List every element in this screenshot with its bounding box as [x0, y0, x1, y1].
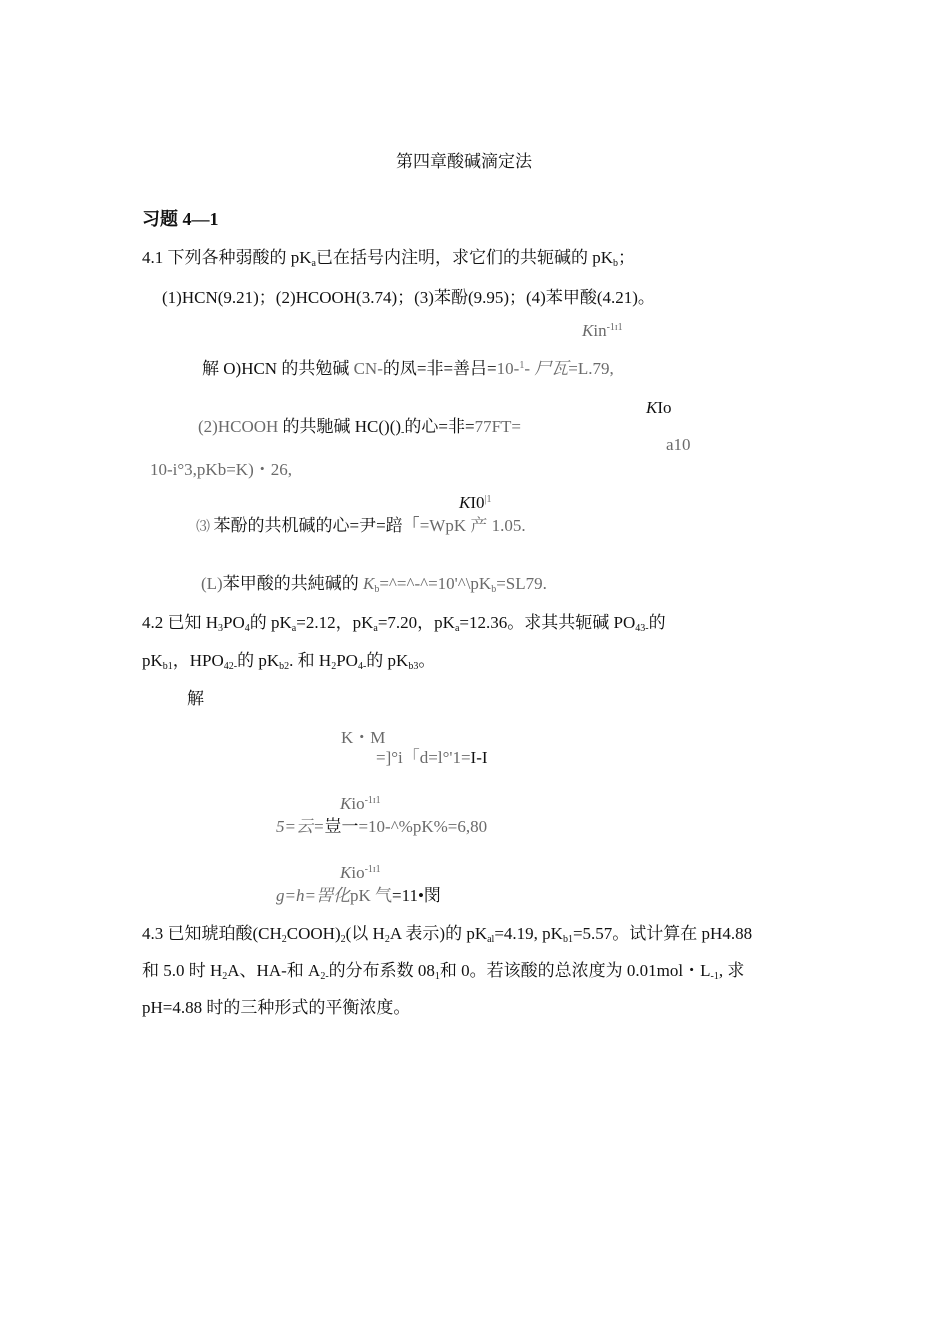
page-title: 第四章酸碱滴定法 — [396, 152, 532, 172]
sol42-k5-rest: io — [351, 863, 365, 882]
sol42-k5-sup: -1ɪ1 — [364, 864, 381, 875]
q41-suffix: ； — [618, 248, 636, 267]
q42-l2-d: . 和 H — [289, 651, 332, 670]
sol41-k-io — [646, 399, 672, 416]
section-heading: 习题 4—1 — [142, 209, 219, 229]
sol41-l1-gray2: 10- — [496, 359, 520, 378]
sol41-k3-main: K — [459, 493, 471, 512]
sol42-k4-rest: io — [351, 794, 365, 813]
q43-l2-b: A、HA-和 A — [227, 961, 321, 980]
q42-l2-b: ，HPO — [172, 651, 224, 670]
sol41-l4-black: 苯酚的共机碱的心=尹=踣「 — [213, 516, 420, 535]
sol41-k-in — [582, 322, 623, 339]
sol41-l2-black: 的共馳碱 HC()() — [282, 417, 402, 436]
q43-l1-a: 4.3 已知琥珀酸(CH — [142, 924, 282, 943]
q42-l2-s6: b3 — [408, 661, 419, 672]
q43-l2-c: 的分布系数 08 — [328, 961, 435, 980]
q43-l2-d: 和 0。若该酸的总浓度为 0.01mol・L — [439, 961, 711, 980]
q42-l1-f: =12.36。求其共轭碱 PO — [459, 613, 636, 632]
sol42-eq-3 — [276, 887, 441, 904]
q41-prefix: 4.1 下列各种弱酸的 pK — [142, 248, 312, 267]
sol41-l4-circ: ⑶ — [196, 520, 214, 535]
question-4-3-line-2 — [142, 961, 745, 982]
q43-l1-s1: 2 — [281, 934, 287, 945]
q42-l2-s2: 42- — [223, 661, 238, 672]
q43-l2-e: , 求 — [718, 961, 745, 980]
q42-l2-e: PO — [336, 651, 358, 670]
sol41-k-i0 — [459, 494, 492, 511]
q42-l2-s1: b1 — [162, 661, 173, 672]
sol41-k1-sup: -1ɪ1 — [606, 322, 623, 333]
q43-l1-s2: 2 — [340, 934, 346, 945]
question-4-3-line-3: pH=4.88 时的三种形式的平衡浓度。 — [142, 998, 411, 1017]
q42-l1-s4: a — [373, 623, 378, 634]
sol41-k3-rest: I0 — [470, 493, 485, 512]
question-4-1-line-1 — [142, 248, 636, 269]
q42-l1-a: 4.2 已知 H — [142, 613, 219, 632]
q42-l2-a: pK — [142, 651, 163, 670]
sol41-l2-gray2: 77FT= — [474, 417, 522, 436]
q42-l2-s5: 4- — [357, 661, 367, 672]
sol41-l1-gray1: CN- — [353, 359, 383, 378]
sol42-eq3-ital: g=h=罟化 — [276, 886, 350, 905]
sol41-l4-gray: =WpK 产 1.05. — [419, 516, 526, 535]
q42-l1-s5: a — [454, 623, 460, 634]
q43-l1-e: =4.19, pK — [494, 924, 563, 943]
q43-l2-s4: -1 — [710, 971, 719, 982]
q43-l1-s3: 2 — [384, 934, 390, 945]
sol41-line-5 — [201, 574, 547, 595]
sol42-eq-2 — [276, 818, 487, 835]
sol42-k4-main: K — [340, 794, 352, 813]
sol42-eq2-black: 豈一 — [324, 817, 359, 836]
sol41-k1-main: K — [582, 321, 594, 340]
q42-l1-e: =7.20，pK — [377, 613, 455, 632]
sol41-l1-black: 解 O)HCN 的共勉碱 — [202, 359, 354, 378]
sol42-k5-main: K — [340, 863, 352, 882]
sol41-line-4 — [196, 517, 526, 535]
sol41-l5-black: 苯甲酸的共純碱的 — [222, 574, 363, 593]
sol42-k-io-1 — [340, 795, 381, 812]
q43-l1-b: COOH) — [286, 924, 341, 943]
q43-l1-s5: b1 — [562, 934, 573, 945]
question-4-2-line-1 — [142, 613, 666, 634]
sol41-l2-gray1: (2)HCOOH — [198, 417, 283, 436]
sol42-eq1-black: I-I — [470, 748, 488, 767]
sol41-l5-ital: K — [362, 574, 375, 593]
q42-l2-f: 的 pK — [366, 651, 409, 670]
sol41-l5-sub: b — [374, 584, 380, 595]
q42-l1-s3: a — [291, 623, 297, 634]
q42-l1-b: PO — [223, 613, 245, 632]
question-4-2-line-2 — [142, 651, 436, 672]
sol42-eq3-gray: pK 气 — [349, 886, 392, 905]
sol41-k2-main: K — [646, 398, 658, 417]
sol41-line-2 — [198, 417, 522, 438]
sol41-l1-sup: 1 — [519, 360, 525, 371]
q42-l1-s6: 43- — [635, 623, 649, 634]
q41-mid: 已在括号内注明，求它们的共轭碱的 pK — [315, 248, 614, 267]
q42-l1-s2: 4 — [244, 623, 250, 634]
q43-l1-f: =5.57。试计算在 pH4.88 — [572, 924, 753, 943]
sol41-l2-black2: 的心=非= — [404, 417, 475, 436]
q42-l2-s4: 2 — [331, 661, 337, 672]
q43-l1-d: A 表示)的 pK — [389, 924, 488, 943]
sol42-eq1-gray: =]°i「d=l°'1= — [376, 748, 471, 767]
sol42-k-m: K・M — [341, 728, 386, 747]
sol42-eq-1 — [376, 749, 488, 766]
sol42-k4-sup: -1ɪ1 — [364, 795, 381, 806]
sol42-eq3-black: =11•閔 — [391, 886, 441, 905]
sol42-k-io-2 — [340, 864, 381, 881]
sol41-l5-gray2: =^=^-^=10'^\pK — [379, 574, 492, 593]
q43-l2-s1: 2 — [222, 971, 228, 982]
sol41-l5-gray1: (L) — [201, 574, 223, 593]
sol41-l5-gray3: =SL79. — [496, 574, 547, 593]
q43-l1-c: (以 H — [345, 924, 385, 943]
sol41-l5-sub2: b — [491, 584, 497, 595]
q42-l2-s3: b2 — [279, 661, 290, 672]
q42-l1-d: =2.12，pK — [296, 613, 374, 632]
sol42-eq2-gray: =10-^%pK%=6,80 — [358, 817, 488, 836]
q41-sub-b: b — [613, 258, 619, 269]
sol41-l2-sub: - — [401, 427, 405, 438]
sol41-l1-black2: 的凤=非=善吕= — [382, 359, 497, 378]
q42-l2-g: 。 — [418, 651, 436, 670]
q41-sub-a: a — [311, 258, 316, 269]
sol41-l1-ital: 尸瓦 — [534, 359, 569, 378]
sol41-k1-rest: in — [593, 321, 607, 340]
sol41-a10: a10 — [666, 435, 691, 454]
q42-l1-s1: 3 — [218, 623, 224, 634]
sol41-k3-sup: |1 — [484, 494, 492, 505]
q43-l2-s3: 1 — [434, 971, 440, 982]
sol42-jie: 解 — [187, 689, 204, 708]
q43-l1-s4: al — [487, 934, 495, 945]
sol42-eq2-ital: 5=云= — [276, 817, 325, 836]
sol41-l1-gray4: =L.79, — [568, 359, 614, 378]
sol41-k2-rest: Io — [657, 398, 672, 417]
q42-l1-g: 的 — [648, 613, 666, 632]
sol41-line-3: 10-i°3,pKb=K)・26, — [150, 460, 292, 479]
q43-l2-a: 和 5.0 时 H — [142, 961, 223, 980]
question-4-3-line-1 — [142, 924, 753, 945]
sol41-line-1 — [202, 360, 614, 377]
q42-l2-c: 的 pK — [237, 651, 280, 670]
question-4-1-line-2: (1)HCN(9.21)；(2)HCOOH(3.74)；(3)苯酚(9.95)；(4)苯甲酸(4.21)。 — [162, 288, 655, 307]
sol41-l1-gray3: - — [524, 359, 535, 378]
q42-l1-c: 的 pK — [249, 613, 292, 632]
q43-l2-s2: 2- — [320, 971, 329, 982]
